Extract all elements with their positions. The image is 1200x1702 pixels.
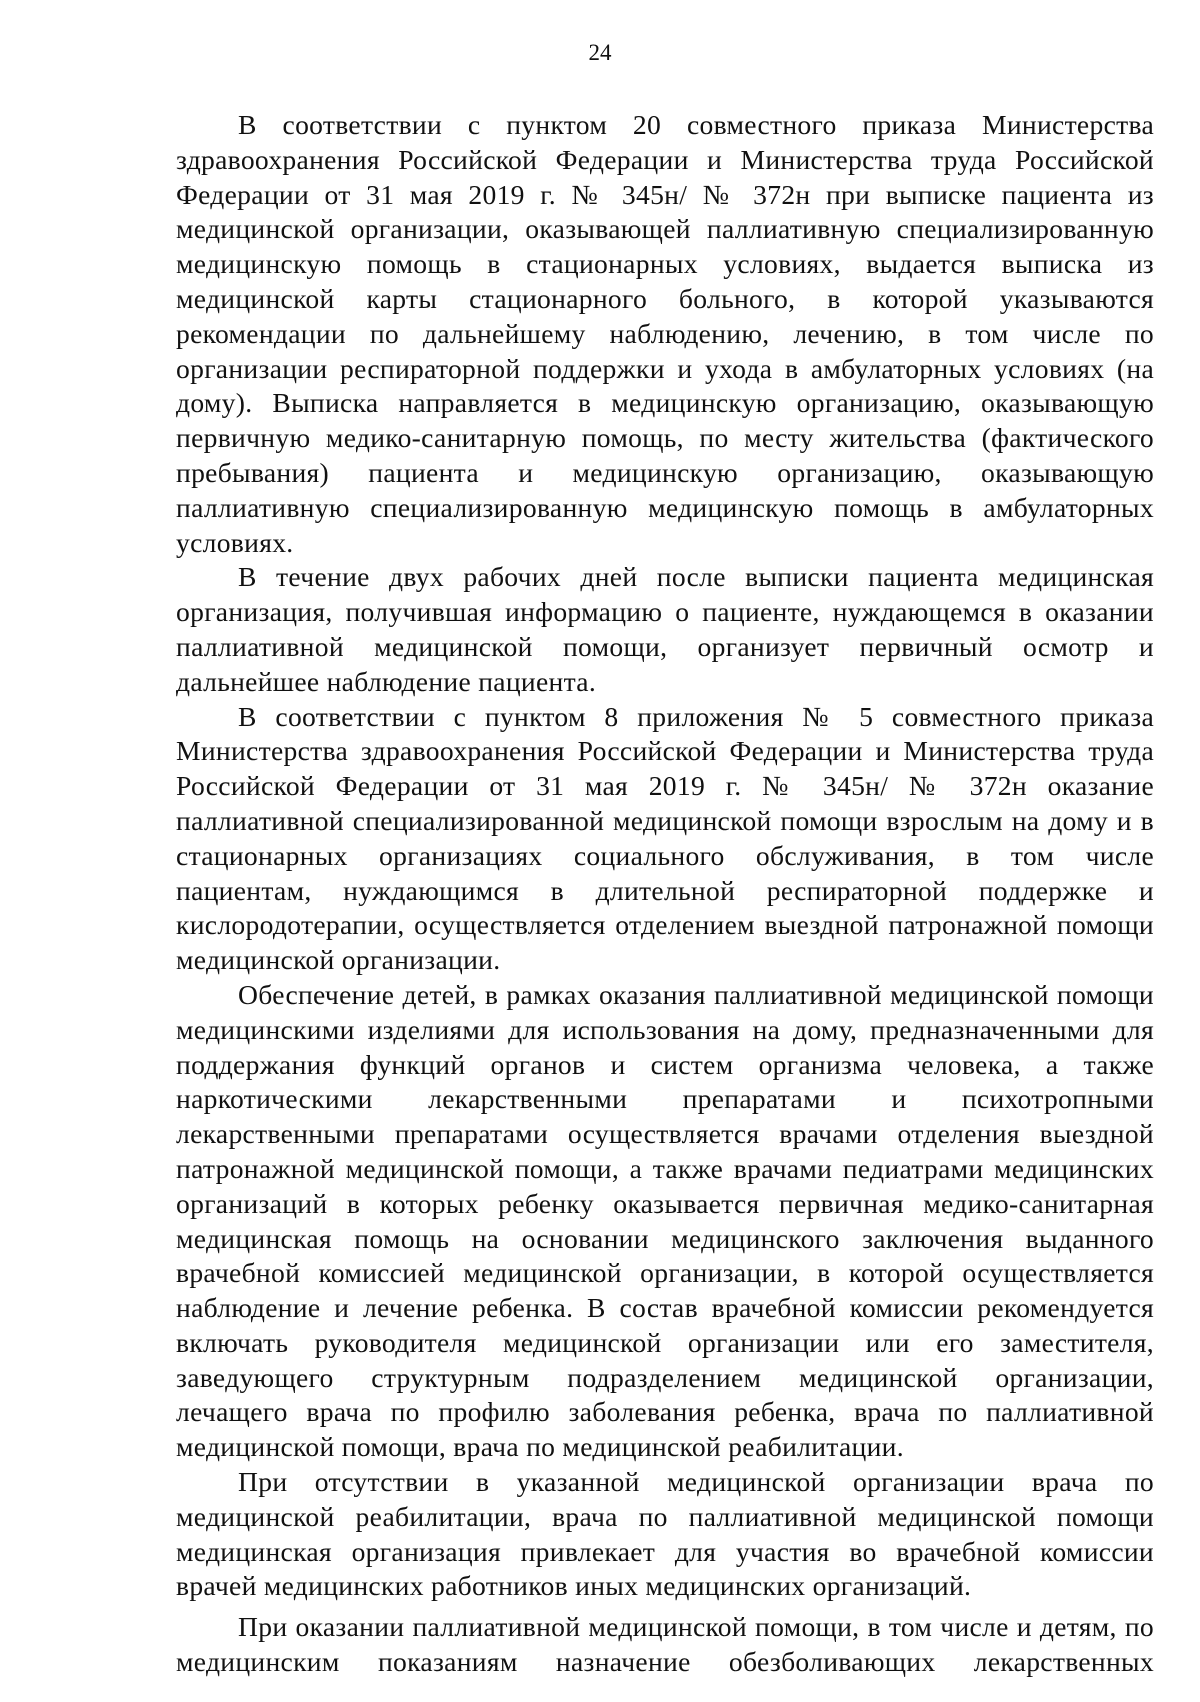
text-line: паллиативной специализированной медицинской помощи взрослым на дому и в [176,804,1154,836]
text-line: организаций в которых ребенку оказывается первичная медико-санитарная [176,1187,1154,1219]
text-line: медицинской карты стационарного больного, в которой указываются [176,282,1154,314]
text-line: Обеспечение детей, в рамках оказания паллиативной медицинской помощи [238,978,1154,1010]
text-line: медицинской организации. [176,944,501,976]
text-line: В соответствии с пунктом 8 приложения № 5 совместного приказа [238,700,1154,732]
text-line: стационарных организациях социального обслуживания, в том числе [176,839,1154,871]
text-line: дому). Выписка направляется в медицинскую организацию, оказывающую [176,387,1154,419]
text-line: медицинскую помощь в стационарных условиях, выдается выписка из [176,248,1154,280]
text-line: лекарственными препаратами осуществляется врачами отделения выездной [176,1118,1154,1150]
text-line: заведующего структурным подразделением медицинской организации, [176,1361,1154,1393]
document-body [176,108,1154,1680]
text-line: организации респираторной поддержки и ухода в амбулаторных условиях (на [176,352,1154,384]
text-line: лечащего врача по профилю заболевания ребенка, врача по паллиативной [176,1396,1154,1428]
text-line: наблюдение и лечение ребенка. В состав врачебной комиссии рекомендуется [176,1292,1154,1324]
text-line: Российской Федерации от 31 мая 2019 г. № 345н/ № 372н оказание [176,770,1154,802]
text-line: В соответствии с пунктом 20 совместного приказа Министерства [238,109,1154,140]
text-line: врачей медицинских работников иных медицинских организаций. [176,1570,972,1602]
page-number: 24 [588,40,612,65]
text-line: здравоохранения Российской Федерации и Министерства труда Российской [176,143,1154,175]
text-line: пациентам, нуждающимся в длительной респираторной поддержке и [176,874,1154,906]
text-line: рекомендации по дальнейшему наблюдению, лечению, в том числе по [176,317,1154,349]
text-line: дальнейшее наблюдение пациента. [176,665,597,697]
text-line: медицинская помощь на основании медицинского заключения выданного [176,1222,1154,1254]
text-line: пребывания) пациента и медицинскую организацию, оказывающую [176,456,1154,488]
text-line: медицинскими изделиями для использования на дому, предназначенными для [176,1013,1154,1045]
text-line: Министерства здравоохранения Российской Федерации и Министерства труда [176,735,1154,767]
text-line: медицинской помощи, врача по медицинской реабилитации. [176,1431,904,1463]
text-line: кислородотерапии, осуществляется отделением выездной патронажной помощи [176,909,1154,941]
text-line: поддержания функций органов и систем организма человека, а также [176,1048,1154,1080]
text-line: паллиативную специализированную медицинскую помощь в амбулаторных [176,491,1154,523]
text-line: включать руководителя медицинской организации или его заместителя, [176,1326,1154,1358]
text-line: паллиативной медицинской помощи, организует первичный осмотр и [176,630,1154,662]
text-line: медицинская организация привлекает для участия во врачебной комиссии [176,1535,1154,1567]
text-line: первичную медико-санитарную помощь, по месту жительства (фактического [176,422,1154,454]
text-line: медицинским показаниям назначение обезболивающих лекарственных [176,1646,1154,1678]
paragraph-pain-relief [176,1610,1154,1680]
text-line: При отсутствии в указанной медицинской организации врача по [238,1466,1154,1498]
paragraph-no-rehab-doctor [176,1465,1154,1604]
paragraph-discharge-extract [176,108,1154,560]
text-line: медицинской реабилитации, врача по паллиативной медицинской помощи [176,1500,1154,1532]
text-line: врачебной комиссией медицинской организации, в которой осуществляется [176,1257,1154,1289]
text-line: патронажной медицинской помощи, а также врачами педиатрами медицинских [176,1152,1154,1184]
text-line: наркотическими лекарственными препаратами и психотропными [176,1083,1154,1115]
paragraph-two-working-days [176,560,1154,699]
text-line: условиях. [176,526,294,558]
paragraph-appendix-5 [176,700,1154,978]
paragraph-children-provision [176,978,1154,1465]
text-line: Федерации от 31 мая 2019 г. № 345н/ № 372н при выписке пациента из [176,178,1154,210]
text-line: организация, получившая информацию о пациенте, нуждающемся в оказании [176,596,1154,628]
text-line: При оказании паллиативной медицинской помощи, в том числе и детям, по [238,1611,1154,1643]
text-line: В течение двух рабочих дней после выписки пациента медицинская [238,561,1154,593]
text-line: медицинской организации, оказывающей паллиативную специализированную [176,213,1154,245]
